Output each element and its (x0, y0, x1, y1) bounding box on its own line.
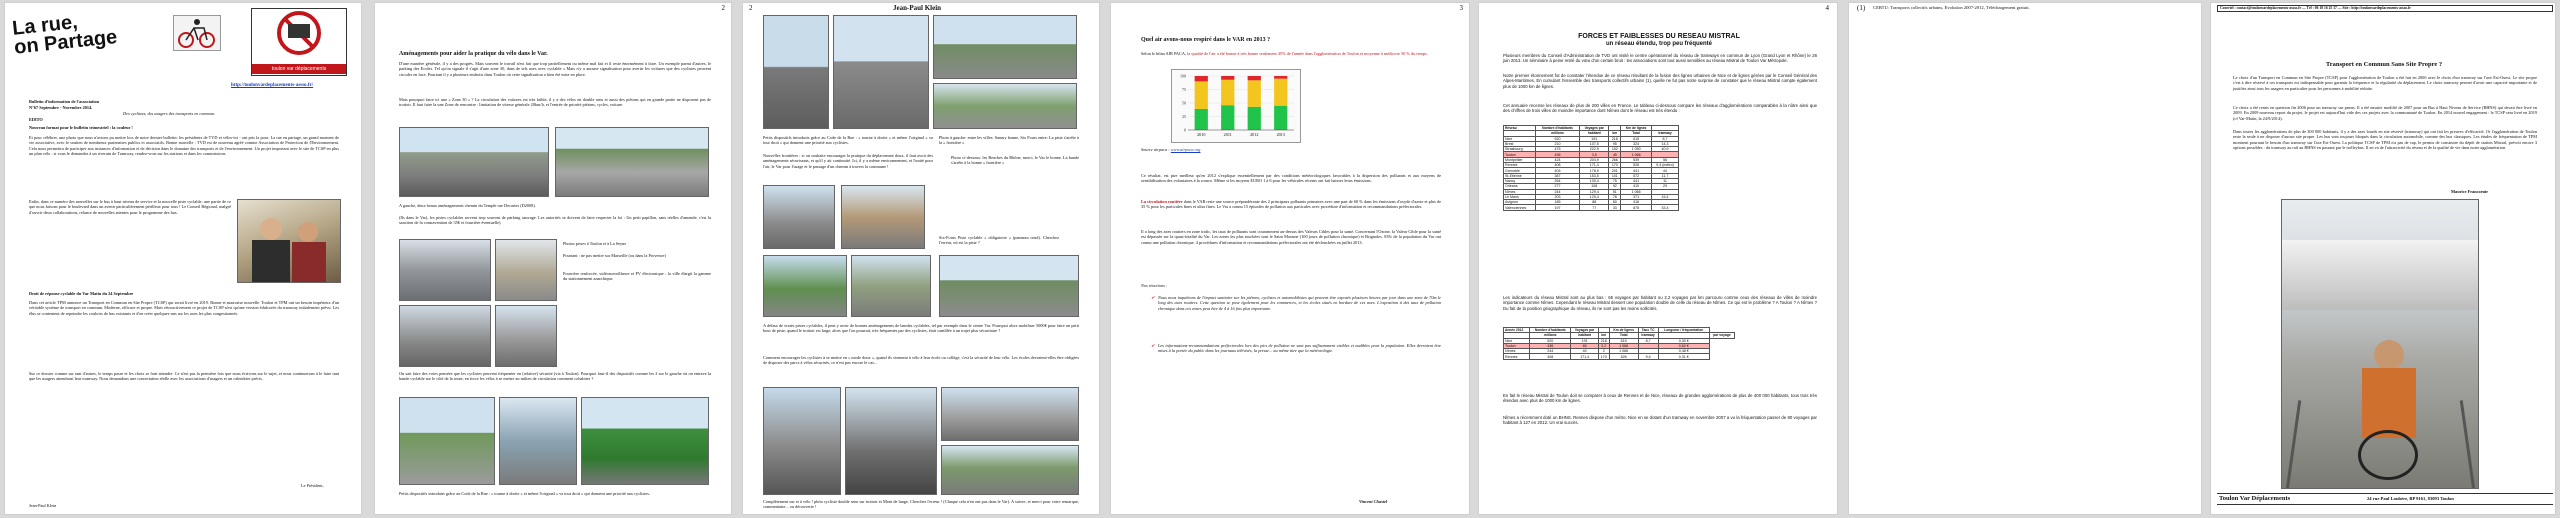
road-traffic-emphasis: La circulation routière (1141, 199, 1183, 204)
article-paragraph-3: Cet annuaire recense les réseaux de plus de 200 villes en France. Le tableau ci-dessous compare les réseaux d'agglomérations comparables à la nôtre ainsi que des chiffres de trois villes de moindre importance dont Nîmes dont le réseau est très étendu : (1503, 103, 1817, 114)
table-cell: 152 (1609, 147, 1621, 152)
table-cell: 539 (1621, 157, 1652, 162)
page-5 (1478, 2, 1838, 515)
article-paragraph-5: En fait le réseau Mistral de Toulon doit se comparer à ceux de Rennes et de Nice, réseaux de grandes agglomérations de plus de 400 000 habitants, tous trois très étendus avec plus de 1000 km de lignes. (1503, 393, 1817, 404)
table-cell: 436 (1530, 343, 1571, 348)
table-cell: Nancy (1504, 178, 1536, 183)
association-website-link[interactable]: http://toulonvardeplacements-assso.fr/ (231, 83, 314, 88)
chart-bar-segment (1248, 107, 1261, 130)
bulletin-heading: Bulletin d'information de l'association (29, 99, 100, 104)
edito-paragraph-4: Sur ce dossier comme sur tant d'autres, le temps passe et les choix se font attendre. Ce n'est pas la première fois que nous écrivons sur le sujet, et nous continuerons à le faire tant que les usagers attendront leur tramway. Nous demandons une concertation réelle avec les associations d'usagers et un calendrier précis. (29, 371, 339, 382)
table-cell: 1 066 (1609, 349, 1638, 354)
networks-table (1503, 125, 1679, 211)
table-cell: 191 (1580, 136, 1609, 141)
footnote-text: CERTU: Transports collectifs urbains, Evolution 2007-2012, Téléchargement gratuit. (1873, 5, 2030, 10)
chart-bar-segment (1274, 79, 1287, 106)
boundary-photo (763, 185, 835, 249)
page-number: 4 (1825, 4, 1829, 12)
table-cell: 222,9 (1580, 147, 1609, 152)
table-cell: Voyages par (1571, 328, 1598, 333)
table-cell: 0,62 € (1658, 343, 1709, 348)
table-cell: Km de lignes (1621, 126, 1652, 131)
table-cell: 101 (1609, 173, 1621, 178)
photo-caption-5: Petits dispositifs introduits grâce au Code de la Rue : « tourne à droite » et même l'original « va tout droit » qui donnent une priorité aux cyclistes. (399, 491, 651, 496)
article-paragraph-1: Ce résultat, est pire meilleur qu'en 2012 s'explique essentiellement par des conditions météorologiques favorables à la dispersion des polluants et aux moyens de sensibilisation des volontaires à la source. Même si les moyens EURO 1 à 6 pour les véhicules récents ont fait baisser leurs émissions. (1141, 173, 1441, 184)
y-tick-label: 100 (1180, 73, 1186, 79)
article-paragraph-6: Nîmes a récemment doté un BHNS. Rennes dispose d'un métro. Nice en se dotant d'un tramway en novembre 2007 a vu la fréquentation passer de 80 voyages par habitant à 127 en 2012. Un vrai succès. (1503, 415, 1817, 426)
table-cell: 0,48 € (1658, 349, 1709, 354)
table-cell: 191 (1571, 338, 1598, 343)
road-sign-photo-2 (499, 397, 577, 485)
table-cell: St-Etienne (1504, 173, 1536, 178)
table-cell: 107,5 (1580, 141, 1609, 146)
table-cell: 204,9 (1580, 157, 1609, 162)
article-paragraph-3: Dans toutes les agglomérations de plus de 300 000 habitants, il y a des axes lourds en site réservé (tramway) qui ont fait les preuves d'efficacité. Or l'agglomération de Toulon reste la seule à ne disposer d'aucun site propre. Les bus sont toujours bloqués dans la circulation automobile, comme des bus classiques. Les études de fréquentation de TPM montrent pourtant le besoin d'un tramway sur l'axe Est-Ouest. La politique TCSP de TPM n'a pas de cap, le permis de construire du dépôt de station Mistral, prévoit encore 3 options possibles : du tramway au rail au BHNS en passant par le trolleybus. Il en va de l'attractivité du réseau et de la qualité de vie dans notre agglomération. (2233, 129, 2537, 150)
table-cell: 615 (1621, 136, 1652, 141)
article-title: FORCES ET FAIBLESSES DU RESEAU MISTRAL (1578, 33, 1740, 40)
chart-bar-segment (1274, 76, 1287, 79)
table-cell: 9,4 (1638, 354, 1658, 359)
table-cell: 14,3 (1652, 141, 1679, 146)
table-cell: 170 (1609, 163, 1621, 168)
table-cell: Valenciennes (1504, 205, 1536, 210)
article-paragraph-2: Ce choix a été remis en question fin 2006 pour un tramway sur pneus. Il a été ensuite modifié de 2007 pour un Bus à Haut Niveau de Service (BHNS) qui devait être livré en 2009. En 2009 nouveau report du projet, le projet est aujourd'hui vide des ces projets avec la communauté de Toulon. En 2014 nouvel engagement : le TCSP sera livré en 2019 (cf Var-Matin, la 24/9/2014). (2233, 105, 2537, 121)
table-cell: 56 (1652, 157, 1679, 162)
table-cell: Le Mans (1504, 194, 1536, 199)
table-cell: millions (1535, 131, 1579, 136)
footer-address: 24 rue Paul Loubère, BP 9161, 83093 Toulon (2367, 496, 2454, 501)
chart-bar-segment (1221, 80, 1234, 105)
page-1 (4, 2, 362, 515)
table-cell: Grenoble (1504, 168, 1536, 173)
edito-paragraph-1: Et pour célébrer, une photo que nous n'avions pu mettre lors de notre dernier bulletin: les présidents de TVD et vélos-toi - ont pris la pose. La rue en partage, un grand moment de vie associative, avec le soutien de nombreux partenaires publics et associatifs. Bonne nouvelle : TVD est de nouveau agréé comme Association de Protection de l'Environnement. Cela nous permettra de participer aux instances d'information et de décision dans le domaine des transports et de l'environnement. Un projet important avec le site de TCSP en plus un plan vélo : si vous le demandez à un riverain de Tramway, rendez-vous sur les stations et dans les commissions. (29, 135, 339, 156)
photo-caption-3: Photo ci-dessous: les Beaches du Rhône, merci, le Var le bonne. La bande s'arrête à la bonne « frontière » (951, 155, 1079, 166)
table-cell: 2,2 (1598, 343, 1609, 348)
road-photo-2 (851, 255, 931, 317)
table-cell: 3,5 (1580, 152, 1609, 157)
bulletin-subtitle: Des cyclistes, des usagers des transports en commun. (123, 111, 216, 116)
table-cell: Total (1621, 131, 1652, 136)
logo-cyclist-icon (173, 15, 221, 51)
green-lane-photo (581, 397, 709, 485)
x-tick-label: 2013 (1276, 132, 1285, 137)
reactions-label: Nos réactions : (1141, 283, 1168, 288)
article-paragraph-1: Nouvelles frontières : si on souhaite encourager la pratique du déplacement doux, il faut avoir des aménagements sécurisants, et qu'il y ait continuité. Ici, il y a même environnement, et l'unité pour l'air, le Var pour l'usage et le passage d'un chemin à travers la commune ! (763, 153, 933, 169)
article-paragraph-1: Le choix d'un Transport en Commun en Site Propre (TCSP) pour l'agglomération de Toulon a été fait en 2006 avec le choix d'un tramway sur l'axe Est-Ouest. Le site propre c'est à dire réservé à ces transports est indispensable pour garantir la fréquence et la régularité du déplacement. Le choix tramway permet d'avoir une capacité importante et de justifier ainsi tous les usagers en particulier pour les personnes à mobilité réduite. (2233, 75, 2537, 91)
table-cell: 201 (1609, 168, 1621, 173)
logo-bus-panel (251, 8, 347, 76)
photo-caption-3: Pourtant : ne pas mettre sur Marseille (ou dans la Provence) (563, 253, 666, 258)
bike-rack-photo-4 (941, 445, 1079, 495)
street-sign-photo-1 (763, 15, 829, 129)
page-4 (1110, 2, 1470, 515)
source-label: Source airpaca : (1141, 147, 1170, 152)
table-cell: 65 (1571, 343, 1598, 348)
welcome-line: Nouveau format pour le bulletin trimestriel : la couleur ! (29, 125, 133, 130)
chart-bar-segment (1248, 80, 1261, 106)
table-cell: Km de lignes (1609, 328, 1638, 333)
presidents-photo (237, 199, 341, 283)
section-2-heading: Droit de réponse cyclable du Var Matin du 24 Septembre (29, 291, 134, 296)
table-cell: 244 (1535, 189, 1579, 194)
footnote-number: (1) (1857, 4, 1866, 12)
table-cell: 475 (1535, 147, 1579, 152)
table-cell: 277 (1535, 184, 1579, 189)
street-photo-1 (399, 127, 549, 197)
article-paragraph-4: Les indicateurs du réseau Mistral sont au plus bas : 65 voyages par habitant ou 2,2 voyages par km parcouru comme ceux des réseaux de villes de moindre importance comme Nîmes. Cependant le réseau Mistral dessert une population double de celle du réseau de Nîmes. Ce qui est le problème ? A Toulon ? A Nîmes ? Du fait de la position géographique du réseau, ils ne sont pas les moins sollicités. (1503, 295, 1817, 311)
article-title: Aménagements pour aider la pratique du vélo dans le Var. (399, 51, 548, 57)
article-paragraph-2 (1141, 199, 1441, 210)
table-cell: 615 (1609, 338, 1638, 343)
table-cell: 178,9 (1580, 168, 1609, 173)
article-paragraph-4: On sait faire des voies pensées que les cyclistes peuvent fréquenter en (relative) sécurité (via à Toulon). Pourquoi faut-il des dispositifs comme les 2 sur le gauche où on entrave la bande cyclable sur le côté de la route, en force les vélos à se mettre au milieu de circulation comment cohabiter ? (399, 371, 711, 382)
page-footer-text: Complètement sur et à vélo ! plein cycliste double sens sur trottoir et Mont de lange. Cherchez l'erreur ! (Chaque cela n'en ont pas dans le Var). A suivre, et merci pour votre remarque, commentaire... ou découverte ! (763, 499, 1079, 510)
airpaca-link[interactable]: www.airpaca.org (1170, 147, 1201, 152)
comparison-table (1503, 327, 1735, 360)
road-photo (495, 305, 557, 367)
table-cell: 33,4 (1652, 205, 1679, 210)
road-traffic-text: dans le VAR reste une source prépondérante des 2 principaux polluants primaires avec une part de 60 % dans les émissions d'oxyde d'azote et plus de 35 % pour les particules fines et ultra fines. Le Var a connu 15 épisodes de pollution aux particules avec procédure d'information et recommandations préfectorales. (1141, 199, 1441, 210)
street-sign-photo-4 (933, 83, 1077, 129)
table-cell: Taux TC (1638, 328, 1658, 333)
table-cell: 130,4 (1580, 178, 1609, 183)
street-photo-2 (555, 127, 709, 197)
bike-rack-photo-3 (941, 387, 1079, 441)
page-7 (2210, 2, 2556, 515)
table-cell: 405 (1535, 168, 1579, 173)
y-tick-label: 50 (1182, 100, 1186, 106)
chart-bar-segment (1195, 76, 1208, 81)
table-cell: 203 (1535, 194, 1579, 199)
table-cell: Toulon (1504, 343, 1530, 348)
table-cell: 153,5 (1580, 173, 1609, 178)
article-subtitle: un réseau étendu, trop peu fréquenté (1605, 41, 1712, 47)
article-paragraph-1: D'une manière générale, il y a des progrès. Mais souvent le travail n'est fait que trop partiellement ou même mal fait et il reste énormément à faire. Un exemple parmi d'autres, le parking des Ecoles. Tel qu'on signale il s'agit d'une zone 30, dans de tels axes avec cyclable « Mais n'y a aucune signalisation pour avertir les voitures que des cyclistes peuvent circuler en face. Pourtant il y a plusieurs endroits dans Toulon où cette signalisation a bien été mise en place. (399, 61, 711, 77)
table-cell: Total (1609, 333, 1638, 338)
table-cell: 2 (1598, 349, 1609, 354)
article-title: Transport en Commun Sans Site Propre ? (2325, 61, 2443, 68)
photo-caption-4: Six-Fours Piste cyclable « obligatoire » (panneau rond). Cherchez l'erreur, où est la piste ? (939, 235, 1059, 246)
table-cell: 1 066 (1621, 152, 1652, 157)
table-cell: Année 2012 (1504, 328, 1530, 333)
article-paragraph-2: Mais pourquoi faire ici une « Zone 30 » ? La circulation des voitures est très faible, il y a des vélos en double sens et aussi des piétons qui en grande partie ne disposent pas de trottoir. Il faut faire la une Zone de rencontre : limitation de vitesse générale 20km/h, et l'entrée de priorité piétons, cycles, voiture. (399, 97, 711, 108)
table-cell: 45 (1609, 152, 1621, 157)
photo-caption-1: A gauche, deux beaux aménagements chemin du Temple rue Decartes (D2008). (399, 203, 536, 208)
table-cell: tramway (1638, 333, 1658, 338)
table-cell: 185 (1535, 200, 1579, 205)
table-cell: 95 (1609, 141, 1621, 146)
air-quality-chart-svg (1172, 70, 1300, 142)
table-cell: 108 (1580, 184, 1609, 189)
article-title: Quel air avons-nous respiré dans le VAR en 2013 ? (1141, 37, 1271, 43)
table-cell: Longueur / fréquentation (1658, 328, 1709, 333)
chart-bar-segment (1248, 76, 1261, 80)
table-cell: 572 (1621, 173, 1652, 178)
road-sign-photo-1 (399, 397, 495, 485)
table-cell: 15,4 (1652, 194, 1679, 199)
article-paragraph-3: Il a long des axes routiers en zone trafic, les taux de polluants sont couramment au-dessus des Valeurs Cibles pour la santé. Concernant l'Ozone, la Valeur Cible pour la santé est dépassée sur la quasi-totalité du Var. Les zones les plus touchées sont le Saint Maxime (100 jours de pollution chronique) et Brignoles. 83% de la population du Var ont connu une pollution chronique. 4 procédures d'information et recommandations préfectorales ont été déclenchées en juillet 2013. (1141, 229, 1441, 245)
parked-car-photo (399, 239, 491, 301)
table-header-row (1504, 328, 1735, 333)
photo-caption-1: Petits dispositifs introduits grâce au Code de la Rue : « tourne à droite » et même l'original « va tout droit » qui donnent une priorité aux cyclistes. (763, 135, 933, 146)
bike-rack-photo-2 (845, 387, 937, 495)
article-signature: Vincent Chastel (1359, 499, 1388, 504)
table-cell: 408 (1530, 354, 1571, 359)
page-2 (374, 2, 732, 515)
bike-lane-photo (495, 239, 557, 301)
footer-org: Toulon Var Déplacements (2219, 495, 2291, 502)
table-row (1504, 354, 1735, 359)
table-cell: 441 (1621, 168, 1652, 173)
intro-lead: Selon le bilan AIR PACA, (1141, 51, 1187, 56)
signoff: Le Président, (301, 483, 324, 488)
table-cell: 520 (1530, 338, 1571, 343)
page-number: 3 (1459, 4, 1463, 12)
issue-number: N°67 Septembre - Novembre 2014. (29, 105, 93, 110)
table-cell: 324 (1621, 141, 1652, 146)
chart-bar-segment (1274, 106, 1287, 130)
table-cell: 264 (1535, 178, 1579, 183)
table-cell: 0,31 € (1658, 354, 1709, 359)
edito-paragraph-2: Enfin, dans ce numéro des nouvelles sur le bus à haut niveau de service et la nouvelle piste cyclable, une partie de ce que nous faisons pour le boulevard dans un avenir particulièrement périlleux pour tous ! Le Conseil Régional, malgré d'ouvrir deux collaborations, relance de nouvelles attentes pour le programme des bus. (29, 199, 231, 215)
page-6 (1848, 2, 2202, 515)
table-cell: 218 (1609, 136, 1621, 141)
table-cell: 33 (1609, 205, 1621, 210)
article-paragraph-2: Notre premier étonnement fut de constater l'étendue de ce réseau résultant de la fusion des lignes urbaines de Nice et de lignes gérées par le Conseil Général des Alpes-Maritimes. En cumulant l'ensemble des transports collectifs urbains (1), quelle ne fut pas notre surprise de constater que le réseau Mistral compte également plus de 1000 km de lignes. (1503, 73, 1817, 89)
table-cell: habitant (1580, 131, 1609, 136)
table-cell: 92 (1609, 184, 1621, 189)
table-cell: 51 (1609, 189, 1621, 194)
reaction-bullet-1: ✔ Nous nous inquiétons de l'impact sanitaire sur les piétons, cyclistes et automobilistes qui peuvent être exposés plusieurs heures par jour dans une zone de 70m le long des axes routiers. Cette question se pose également pour les commerces, et les écoles situés en bordure de ces axes. L'exposition à des taux de pollution chronique dans ces zones peut être de 4 à 16 fois plus importante. (1151, 295, 1441, 311)
table-cell: Montpellier (1504, 157, 1536, 162)
table-cell: 11 (1652, 178, 1679, 183)
page-header: Jean-Paul Klein (893, 4, 942, 12)
photo-caption-2: Photos prises à Toulon et à La Seyne (563, 241, 627, 246)
table-cell: 11,7 (1652, 173, 1679, 178)
table-cell: 75 (1609, 178, 1621, 183)
table-cell: Strasbourg (1504, 147, 1536, 152)
table-cell: Réseau (1504, 126, 1536, 131)
y-tick-label: 0 (1184, 127, 1186, 133)
table-cell: 171,4 (1580, 163, 1609, 168)
table-cell: 8,7 (1638, 338, 1658, 343)
table-cell: 424 (1535, 157, 1579, 162)
table-cell: Rennes (1504, 354, 1530, 359)
photo-caption-2: Photo à gauche: entre les villes: Sanary bonne, Six Fours entre: La piste s'arrête à la « frontière » (939, 135, 1079, 146)
article-paragraph-2: A défaut de vraies pistes cyclables, il peut y avoir de bonnes aménagements de bandes cyclables, tel par exemple dans le centre Var. Pourquoi alors mobiliser 5000€ pour faire un petit bout de piste, quand le trottoir est large, alors que l'on pourrait, très fréquentes par des cyclistes, était cantillée à un trajet plus sécuritaire ? (763, 323, 1079, 334)
table-cell: 416 (1621, 200, 1652, 205)
table-cell: 436 (1535, 152, 1579, 157)
table-cell: par voyage (1709, 333, 1734, 338)
street-sign-photo-2 (833, 15, 929, 129)
table-cell: 218 (1598, 338, 1609, 343)
page-3 (742, 2, 1100, 515)
page-number: 2 (721, 4, 725, 12)
table-cell: 1 066 (1609, 343, 1638, 348)
table-cell: 170 (1598, 354, 1609, 359)
table-cell: 8,7 (1652, 136, 1679, 141)
table-cell: 0,30 € (1658, 338, 1709, 343)
footer-bar (2217, 493, 2553, 505)
bike-rack-photo-1 (763, 387, 841, 495)
table-cell: habitant (1571, 333, 1598, 338)
source-line (1141, 147, 1200, 152)
table-cell: 77 (1580, 205, 1609, 210)
article-paragraph-1: Plusieurs membres du Conseil d'Administration de TVD ont visité le centre opérationnel du réseau de tramways en commun de Lyon (Grand Lyon et Rhône) le 26 juin 2013. Un séminaire à peine retiré du vœu d'un certain bruit : les associations sont tout aussi sensibles au réseau Mistral de Toulon Var Métropole. (1503, 53, 1817, 64)
table-cell: 526 (1609, 354, 1638, 359)
edito-paragraph-3: Dans cet article TPM annonce un Transport en Commun en Site Propre (TCSP) qui serait livré en 2019. Bonne et mauvaise nouvelle. Toulon et TPM ont un besoin impérieux d'un véritable système de transport en commun. Moderne, efficace et propre. Mais rétroactivement ce projet de TCSP n'est qu'une version édulcorée du tramway initialement prévu. Les élus se contentent de repeindre les couloirs de bus existants et d'en créer quelques-uns sur les axes les plus congestionnés. (29, 300, 339, 316)
table-cell: millions (1530, 333, 1571, 338)
table-cell: 371 (1621, 194, 1652, 199)
chart-bar-segment (1221, 76, 1234, 80)
table-cell: Brest (1504, 141, 1536, 146)
x-tick-label: 2010 (1197, 132, 1206, 137)
village-photo (841, 185, 925, 249)
table-cell: km (1609, 131, 1621, 136)
air-quality-chart (1171, 69, 1301, 143)
table-cell: Rennes (1504, 163, 1536, 168)
table-cell: Nice (1504, 338, 1530, 343)
road-photo-1 (763, 255, 847, 317)
chart-bar-segment (1221, 105, 1234, 130)
table-cell: 171,4 (1571, 354, 1598, 359)
chart-bar-segment (1195, 81, 1208, 109)
table-cell: 266 (1609, 157, 1621, 162)
tramway-cyclist-photo (2281, 199, 2479, 489)
y-tick-label: 75 (1182, 87, 1186, 92)
chart-bar-segment (1195, 109, 1208, 130)
table-cell: Voyages par (1580, 126, 1609, 131)
street-sign-photo-3 (933, 15, 1077, 79)
article-paragraph-3: Comment encourager les cyclistes à se mettre en « mode doux », quand ils viennent à vélo à leur école ou collège, c'est la sécurité de leur vélo. Les écoles devraient-elles être obligées de disposer des parcs à vélos sécurisés, ce n'est pas encore le cas... (763, 355, 1079, 366)
table-cell: km (1598, 333, 1609, 338)
badge-label: toulon var déplacements (252, 64, 346, 74)
edito-label: EDITO (29, 117, 43, 122)
table-cell: 129,4 (1580, 194, 1609, 199)
intro-highlight: la qualité de l'air a été bonne à très bonne seulement 45% de l'année dans l'agglomération de Toulon et moyenne à médiocre 50 % du temps. (1187, 51, 1428, 56)
table-cell: 29 (1652, 184, 1679, 189)
reaction-bullet-2: ✔ Les informations-recommandations préfectorales lors des pics de pollution ne sont pas suffisamment visibles et audibles pour la population. Elles devraient être mises à la portée du public dans les journaux télévisés, la presse... au même titre que la météorologie. (1151, 343, 1441, 354)
table-cell: tramway (1652, 131, 1679, 136)
article-signature: Maurice Francoeuir (2451, 189, 2489, 194)
table-cell: Orléans (1504, 184, 1536, 189)
table-cell: Nice (1504, 136, 1536, 141)
table-cell: Nombre d'habitants (1530, 328, 1571, 333)
x-tick-label: 2012 (1250, 132, 1259, 137)
x-tick-label: 2011 (1223, 132, 1232, 137)
table-cell: 9,4 (métro) (1652, 163, 1679, 168)
intro-text (1141, 51, 1441, 56)
table-row (1504, 205, 1679, 210)
table-cell: 44 (1652, 168, 1679, 173)
table-cell: 387 (1535, 173, 1579, 178)
table-cell: Toulon (1504, 152, 1536, 157)
table-cell: Nombre d'habitants (1535, 126, 1579, 131)
photo-caption-4: Fourrière renforcée, vidéosurveillance et PV électronique : la ville élargit la gamme du stationnement anarchique. (563, 271, 711, 282)
table-cell: 88 (1580, 200, 1609, 205)
table-cell: 410 (1621, 184, 1652, 189)
y-tick-label: 25 (1182, 114, 1186, 119)
table-cell: 40,9 (1652, 147, 1679, 152)
table-cell: Nîmes (1504, 349, 1530, 354)
table-cell: 1 050 (1621, 147, 1652, 152)
table-cell: Avignon (1504, 200, 1536, 205)
cycle-sign-photo (939, 255, 1079, 317)
table-cell: 78 (1609, 194, 1621, 199)
sidewalk-photo (399, 305, 491, 367)
table-cell: 526 (1621, 163, 1652, 168)
page-number: 2 (749, 4, 753, 12)
table-cell: 408 (1535, 163, 1579, 168)
contact-line: Courriel : contact@toulonvardeplacements-assso.fr — Tél : 06 18 16 25 37 — Site : http://toulonvardeplacements-assso.fr (2217, 5, 2553, 12)
table-cell: 520 (1535, 136, 1579, 141)
table-cell: 1 066 (1621, 189, 1652, 194)
table-cell: 60 (1609, 200, 1621, 205)
table-cell: 875 (1621, 205, 1652, 210)
table-cell: 210 (1535, 141, 1579, 146)
table-cell: 441 (1621, 178, 1652, 183)
table-cell: 129,4 (1580, 189, 1609, 194)
table-cell: Nîmes (1504, 189, 1536, 194)
table-cell: 244 (1530, 349, 1571, 354)
author-name: Jean-Paul Klein (29, 503, 57, 508)
logo-title: La rue, on Partage (11, 11, 119, 59)
table-cell: 197 (1535, 205, 1579, 210)
article-paragraph-3: (Ils dans le Var), les pistes cyclables servent trop souvent de parking sauvage. Les autorités se doivent de faire respecter la loi : Un petit papillon, sans réelles d'amende, c'est la sanction de la contravention de 35€ et fourrière éventuelle). (399, 215, 711, 226)
table-cell: 40 (1571, 349, 1598, 354)
